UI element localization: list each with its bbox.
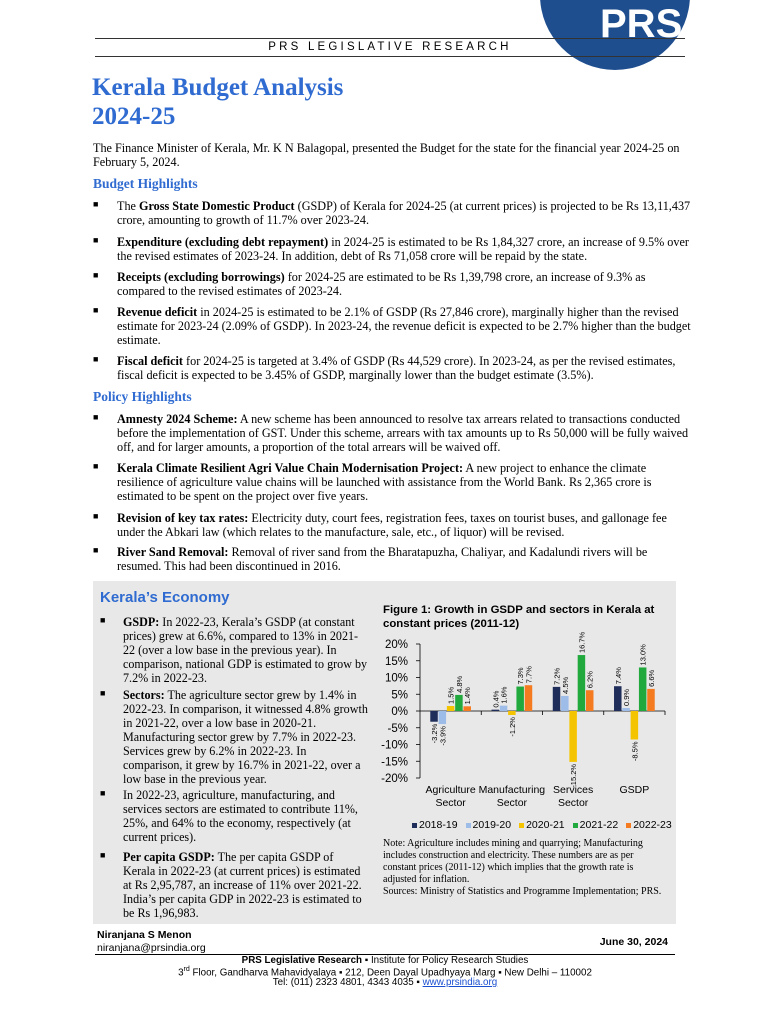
chart-bar [516, 687, 524, 711]
bullet-icon: ■ [93, 305, 99, 315]
legend-item [573, 819, 619, 831]
figure-title: Figure 1: Growth in GSDP and sectors in Kerala at constant prices (2011-12) [383, 604, 655, 630]
chart-bar [508, 711, 516, 715]
y-tick-label: -20% [381, 773, 408, 785]
chart-bar [525, 685, 533, 711]
chart-bar [569, 711, 577, 762]
chart-bar [430, 711, 438, 722]
chart-bar [647, 689, 655, 711]
data-label: 6.6% [646, 669, 656, 687]
economy-item: ■ Sectors: The agriculture sector grew by 1.4% in 2022-23. In comparison, it witnessed 4.8% growth in 2021-22, over a low base in 2020-21. Manufacturing sector grew by 7.7% in 2022-23. Services grew by 6.2% in 2022-23. In comparison, it grew by 16.7% in 2021-22, over a low base in the previous year. [100, 688, 368, 786]
data-label: -8.5% [630, 741, 640, 762]
policy-highlights-heading: Policy Highlights [93, 389, 192, 404]
footer-line-address: 3rd Floor, Gandharva Mahavidyalaya ▪ 212, Deen Dayal Upadhyaya Marg ▪ New Delhi – 110002 [178, 966, 592, 979]
policy-highlight-item: ■ River Sand Removal: Removal of river sand from the Bharatapuzha, Chaliyar, and Kadalundi rivers will be resumed. This had been discontinued in 2016. [93, 545, 648, 573]
data-label: 0.4% [491, 690, 501, 708]
budget-highlight-item: ■ Fiscal deficit for 2024-25 is targeted at 3.4% of GSDP (Rs 44,529 crore). In 2023-24, as per the revised estimates, fiscal deficit is expected to be 3.45% of GSDP, marginally lower than the budget estimate (3.5%). [93, 354, 676, 382]
data-label: 4.5% [560, 676, 570, 694]
intro-paragraph: The Finance Minister of Kerala, Mr. K N Balagopal, presented the Budget for the state for the financial year 2024-25 on February 5, 2024. [93, 141, 680, 169]
data-label: 16.7% [577, 632, 587, 654]
legend-item [412, 819, 458, 831]
chart-bar [614, 686, 622, 711]
y-tick-label: 0% [391, 706, 408, 718]
author-email: niranjana@prsindia.org [97, 942, 206, 954]
data-label: 7.2% [552, 667, 562, 685]
data-label: 1.4% [463, 687, 473, 705]
chart-bar [455, 695, 463, 711]
chart-bar [463, 706, 471, 711]
data-label: 6.2% [585, 671, 595, 689]
data-label: 7.4% [613, 667, 623, 685]
chart-bar [622, 708, 630, 711]
growth-bar-chart [380, 632, 675, 818]
economy-heading: Kerala’s Economy [100, 589, 230, 606]
bullet-icon: ■ [100, 688, 106, 698]
figure-note-text: Note: Agriculture includes mining and quarrying; Manufacturing includes construction and electricity. These numbers are as per constant prices (2011-12) which implies that the growth rate is adjusted for inflation. [383, 838, 643, 885]
chart-bar [439, 711, 447, 724]
policy-highlight-item: ■ Amnesty 2024 Scheme: A new scheme has been announced to resolve tax arrears related to transactions conducted before the implementation of GST. Under this scheme, arrears with tax amounts up to Rs 50,000 will be fully waived off, and for larger amounts, a proportion of the total arrears will be waived off. [93, 412, 689, 454]
header-rule-top [95, 38, 685, 39]
data-label: -1.2% [507, 717, 517, 737]
x-tick-label: Services [552, 784, 594, 796]
header-org-line: PRS LEGISLATIVE RESEARCH [268, 41, 512, 53]
chart-bar [578, 655, 586, 711]
bullet-icon: ■ [93, 270, 99, 280]
y-tick-label: -5% [387, 722, 408, 735]
prs-logo-text: PRS [600, 2, 683, 46]
legend-item [519, 819, 565, 831]
bullet-icon: ■ [93, 235, 99, 245]
economy-item: ■ In 2022-23, agriculture, manufacturing, and services sectors are estimated to contribute 11%, 25%, and 64% to the economy, respectively (at current prices). [100, 788, 358, 844]
economy-item: ■ GSDP: In 2022-23, Kerala’s GSDP (at constant prices) grew at 6.6%, compared to 13% in 2021-22 (over a low base in the previous year). In comparison, national GDP is estimated to grow by 7.2% in 2022-23. [100, 615, 368, 685]
x-tick-label: Agriculture [425, 784, 476, 796]
data-label: 0.9% [622, 688, 632, 706]
legend-swatch [412, 823, 417, 828]
chart-legend [412, 819, 680, 831]
page-title-year: 2024-25 [92, 103, 176, 130]
header-rule-bottom [95, 56, 685, 57]
author-name: Niranjana S Menon [97, 929, 192, 941]
budget-highlight-item: ■ Expenditure (excluding debt repayment) in 2024-25 is estimated to be Rs 1,84,327 crore, an increase of 9.5% over the revised estimates of 2023-24. In addition, debt of Rs 71,058 crore will be repaid by the state. [93, 235, 689, 263]
legend-item [626, 819, 672, 831]
y-tick-label: 20% [384, 639, 408, 651]
legend-swatch [466, 823, 471, 828]
budget-highlight-item: ■ Receipts (excluding borrowings) for 2024-25 are estimated to be Rs 1,39,798 crore, an increase of 9.3% as compared to the revised estimates of 2023-24. [93, 270, 646, 298]
figure-sources: Sources: Ministry of Statistics and Programme Implementation; PRS. [383, 886, 662, 897]
bullet-icon: ■ [93, 412, 99, 422]
legend-swatch [626, 823, 631, 828]
bullet-icon: ■ [100, 788, 106, 798]
bullet-icon: ■ [93, 461, 99, 471]
y-tick-label: 15% [384, 655, 408, 668]
website-link[interactable]: www.prsindia.org [422, 977, 498, 988]
data-label: -3.9% [438, 726, 448, 746]
x-tick-label: GSDP [619, 784, 650, 796]
policy-highlight-item: ■ Revision of key tax rates: Electricity duty, court fees, registration fees, taxes on tourist buses, and gallonage fee under the Abkari law (which relates to the manufacture, sale, etc., of liquor) will be revised. [93, 511, 667, 539]
y-tick-label: 10% [384, 672, 408, 685]
chart-bar [447, 706, 455, 711]
x-tick-label: Manufacturing [478, 784, 546, 796]
legend-label: 2019-20 [472, 819, 512, 831]
chart-bar [586, 690, 594, 711]
budget-highlight-item: ■ Revenue deficit in 2024-25 is estimated to be 2.1% of GSDP (Rs 27,846 crore), marginally higher than the revised estimate for 2023-24 (2.09% of GSDP). In 2023-24, the revenue deficit is expected to be 2.7% higher than the budget estimate. [93, 305, 691, 347]
legend-label: 2020-21 [526, 819, 565, 831]
data-label: 7.7% [524, 666, 534, 684]
policy-highlight-item: ■ Kerala Climate Resilient Agri Value Chain Modernisation Project: A new project to enhance the climate resilience of agriculture value chains will be launched with assistance from the World Bank. Rs 2,365 crore is estimated to be spent on the project over five years. [93, 461, 652, 503]
legend-label: 2022-23 [633, 819, 672, 831]
y-tick-label: -10% [381, 739, 408, 752]
budget-highlight-item: ■ The Gross State Domestic Product (GSDP) of Kerala for 2024-25 (at current prices) is projected to be Rs 13,11,437 crore, amounting to growth of 11.7% over 2023-24. [93, 199, 691, 227]
data-label: -15.2% [569, 763, 579, 788]
legend-swatch [573, 823, 578, 828]
chart-bar [553, 687, 561, 711]
y-tick-label: 5% [391, 689, 408, 702]
x-tick-label: Sector [496, 797, 528, 809]
legend-label: 2018-19 [419, 819, 458, 831]
bullet-icon: ■ [93, 199, 99, 209]
footer-line-contact: Tel: (011) 2323 4801, 4343 4035 ▪ www.prsindia.org [272, 977, 498, 988]
chart-bar [500, 706, 508, 711]
publication-date: June 30, 2024 [599, 936, 668, 948]
legend-swatch [519, 823, 524, 828]
x-tick-label: Sector [435, 797, 466, 809]
bullet-icon: ■ [93, 511, 99, 521]
page-title: Kerala Budget Analysis [92, 74, 344, 101]
data-label: -3.2% [430, 723, 440, 744]
bullet-icon: ■ [93, 545, 99, 555]
data-label: 1.6% [499, 686, 509, 704]
chart-bar [561, 696, 569, 711]
chart-bar [631, 711, 639, 739]
budget-highlights-heading: Budget Highlights [93, 176, 198, 191]
data-label: 4.8% [454, 675, 464, 693]
chart-bar [492, 710, 500, 711]
data-label: 1.5% [446, 686, 456, 704]
chart-bar [639, 667, 647, 711]
legend-label: 2021-22 [579, 819, 619, 831]
data-label: 13.0% [638, 644, 648, 666]
legend-item [466, 819, 512, 831]
y-tick-label: -15% [381, 756, 408, 769]
figure-note [383, 838, 668, 898]
bullet-icon: ■ [100, 615, 106, 625]
footer-line-org: PRS Legislative Research ▪ Institute for Policy Research Studies [241, 955, 529, 966]
bullet-icon: ■ [100, 850, 106, 860]
x-tick-label: Sector [557, 797, 589, 809]
data-label: 7.3% [516, 667, 526, 685]
bullet-icon: ■ [93, 354, 99, 364]
economy-item: ■ Per capita GSDP: The per capita GSDP of Kerala in 2022-23 (at current prices) is estimated at Rs 2,95,787, an increase of 11% over 2021-22. India’s per capita GDP in 2022-23 is estimated to be Rs 1,96,983. [100, 850, 362, 920]
